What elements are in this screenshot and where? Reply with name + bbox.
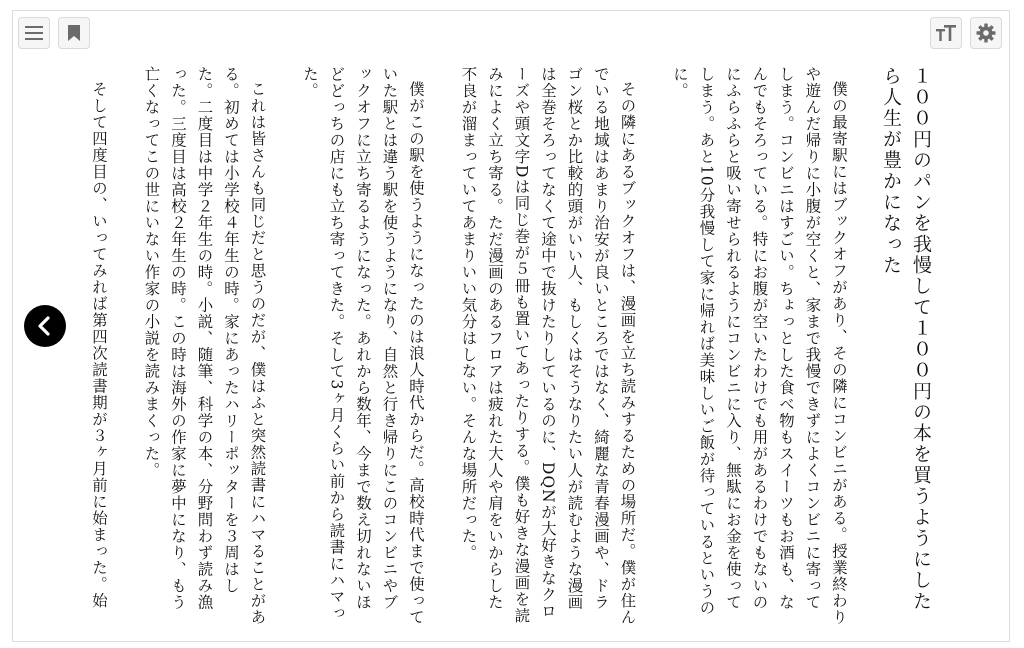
paragraph: そして四度目の、いってみれば第四次読書期が３ヶ月前に始まった。始 xyxy=(90,81,108,610)
menu-icon xyxy=(24,25,44,41)
font-size-icon xyxy=(935,24,957,42)
bookmark-icon xyxy=(67,24,81,42)
menu-button[interactable] xyxy=(18,17,50,49)
chevron-left-icon xyxy=(36,316,54,336)
paragraph: 僕の最寄駅にはブックオフがあり、その隣にコンビニがある。授業終わりや遊んだ帰りに小腹が空くと、家まで我慢できずによくコンビニに寄ってしまう。コンビニはすごい。ちょっとした食べ物もスイーツもお酒も、なんでもそろっている。特にお腹が空いたわけでも用があるわけでもないのにふらふらと吸い寄せられるようにコンビニに入り、無駄にお金を使ってしまう。あと10分我慢して家に帰れば美味しいご飯が待っているというのに。 xyxy=(671,66,848,626)
previous-page-button[interactable] xyxy=(24,305,66,347)
bookmark-button[interactable] xyxy=(58,17,90,49)
paragraph: その隣にあるブックオフは、漫画を立ち読みするための場所だ。僕が住んでいる地域はあまり治安が良いところではなく、綺麗な青春漫画や、ドラゴン桜とか比較的頭がいい人、もしくはそうなりたい人が読むような漫画は全巻そろってなくて途中で抜けたりしているのに、DQNが大好きなクローズや頭文字Dは同じ巻が５冊も置いてあったりする。僕も好きな漫画を読みによく立ち寄る。ただ漫画のあるフロアは疲れた大人や肩をいからした不良が溜まっていてあまりいい気分はしない。そんな場所だった。 xyxy=(459,66,637,626)
paragraph: これは皆さんも同じだと思うのだが、僕はふと突然読書にハマることがある。初めては小学校４年生の時。家にあったハリーポッターを３周はした。二度目は中学２年生の時。小説、随筆、科学の本、分野問わず読み漁った。三度目は高校２年生の時。この時は海外の作家に夢中になり、もう亡くなってこの世にいない作家の小説を読みまくった。 xyxy=(142,66,267,626)
gear-icon xyxy=(976,23,996,43)
chapter-title: １００円のパンを我慢して１００円の本を買うようにしたら人生が豊かになった xyxy=(880,66,932,612)
book-page xyxy=(46,66,964,626)
paragraph: 僕がこの駅を使うようになったのは浪人時代からだ。高校時代まで使っていた駅とは違う駅を使うようになり、自然と行き帰りにこのコンビニやブックオフに立ち寄るようになった。あれから数年、今まで数え切れないほどどっちの店にも立ち寄ってきた。そして3ヶ月くらい前から読書にハマった。 xyxy=(301,66,425,626)
font-size-button[interactable] xyxy=(930,17,962,49)
vertical-text-body xyxy=(46,66,964,626)
settings-button[interactable] xyxy=(970,17,1002,49)
